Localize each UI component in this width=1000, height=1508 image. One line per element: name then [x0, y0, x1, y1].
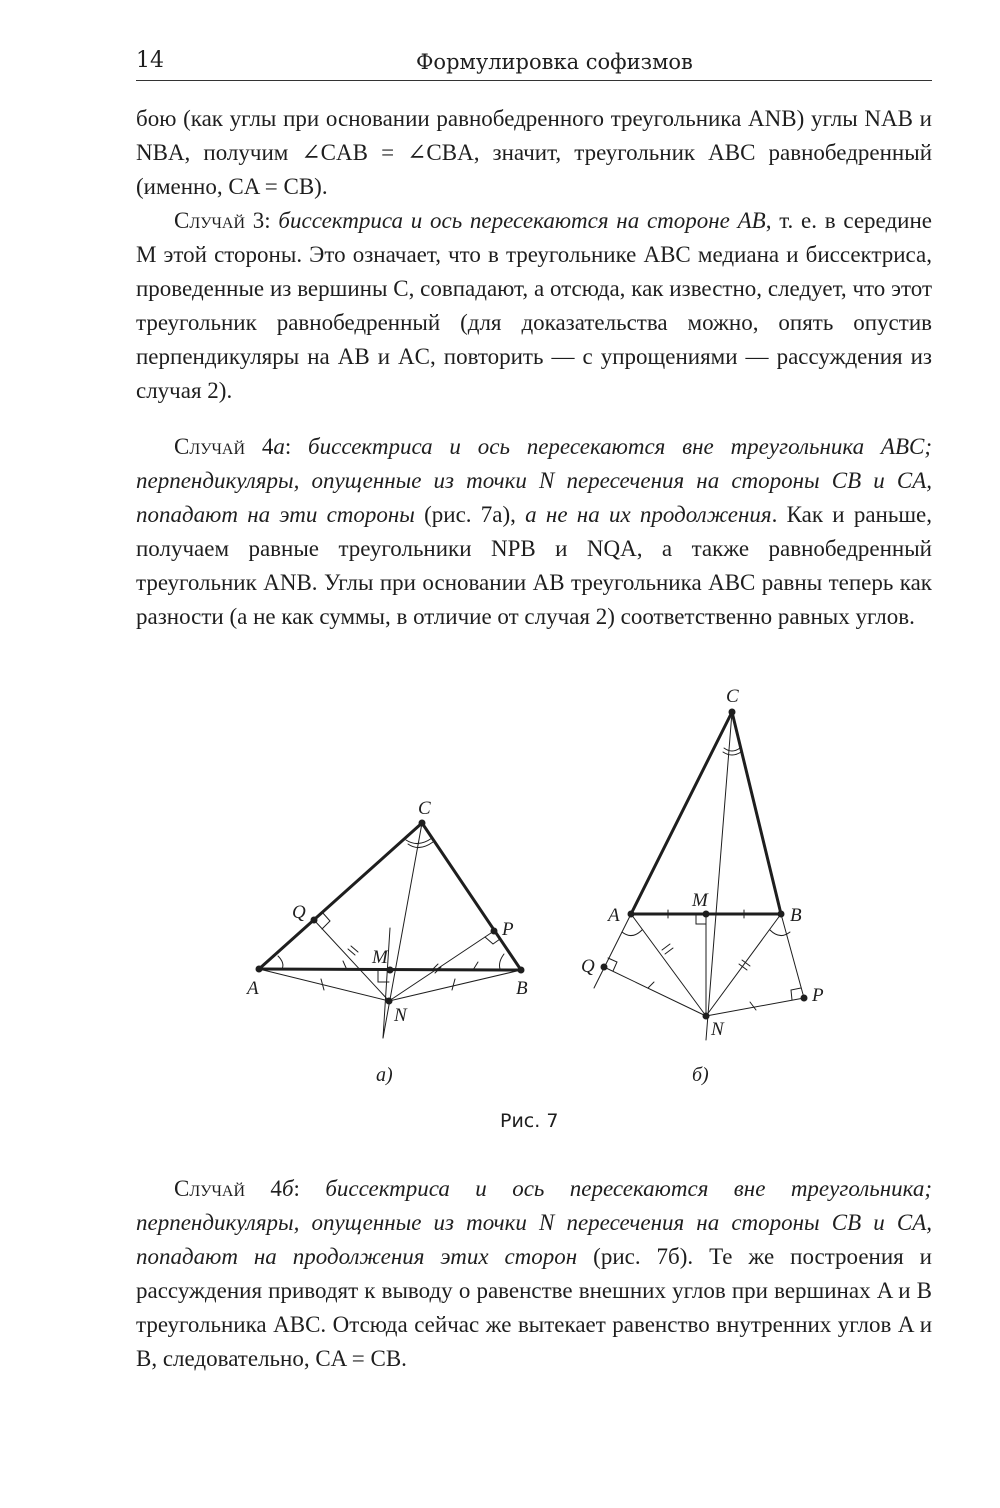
paragraph-case-4b [136, 1172, 932, 1376]
diagram-b-labels [581, 686, 824, 1040]
figure-7 [230, 678, 830, 1132]
case-colon: : [284, 434, 309, 459]
case-subletter: а [273, 434, 285, 459]
side-ca [259, 823, 422, 969]
case-statement: биссектриса и ось пересекаются вне треугольника; перпендикуляры, опущенные из точки N пересечения на стороны CB и CA, попадают на продолжения этих сторон [136, 1176, 932, 1269]
line-qn-b [604, 967, 706, 1016]
case-body: . Как и раньше, получаем равные треугольники NPB и NQA, а также равнобедренный треугольник ANB. Углы при основании AB треугольника ABC равны теперь как разности (а не как суммы, в отличие от случая 2) соответственно равных углов. [136, 502, 932, 629]
angle-arc-a [278, 956, 283, 969]
line-pn-b [706, 998, 804, 1016]
page-number: 14 [136, 48, 164, 73]
side-cb-b [732, 712, 781, 914]
diagram-a [256, 820, 525, 1039]
line-bn-b [706, 914, 781, 1016]
case-subletter: б [281, 1176, 294, 1201]
subfigure-label-a: а) [376, 1064, 393, 1086]
label-b-b: B [790, 905, 802, 926]
case-body: (рис. 7б). Те же построения и рассуждения приводят к выводу о равенстве внешних углов при вершинах A и B треугольника ABC. Отсюда сейчас же вытекает равенство внутренних углов A и B, следовательно, CA = CB. [136, 1244, 932, 1371]
case-number: 4 [245, 1176, 282, 1201]
geometry-diagram [230, 678, 830, 1098]
tick-marks-b [648, 910, 756, 1010]
angle-arc-a-b [622, 930, 642, 936]
label-c-b: C [726, 686, 739, 707]
running-title: Формулировка софизмов [416, 50, 693, 74]
points-b [601, 709, 808, 1020]
case-statement: биссектриса и ось пересекаются вне треугольника ABC; перпендикуляры, опущенные из точки N пересечения на стороны CB и CA, попадают на эти стороны [136, 434, 933, 527]
label-q-b: Q [581, 956, 595, 977]
case-word: Случай [174, 208, 246, 233]
label-q-a: Q [292, 902, 306, 923]
paragraph-case-3 [136, 204, 932, 408]
page-header [136, 46, 932, 81]
label-a-b: A [608, 905, 620, 926]
case-colon: : [293, 1176, 326, 1201]
subfigure-label-b: б) [692, 1064, 709, 1086]
label-p-b: P [812, 985, 824, 1006]
case-number: 4 [245, 434, 274, 459]
paragraph-case-4a [136, 430, 932, 634]
paragraph-1: бою (как углы при основании равнобедренного треугольника ANB) углы NAB и NBA, получим ∠CAB = ∠CBA, значит, треугольник ABC равнобедренный (именно, CA = CB). [136, 106, 932, 199]
right-angle-q [322, 912, 330, 929]
side-cb [422, 823, 521, 970]
case-number: 3: [245, 208, 279, 233]
label-p-a: P [502, 919, 514, 940]
label-m-b: M [692, 890, 708, 911]
case-body: , т. е. в середине M этой стороны. Это означает, что в треугольнике ABC медиана и биссектриса, проведенные из вершины C, совпадают, а отсюда, как известно, следует, что этот треугольник равнобедренный (для доказательства можно, опять опустив перпендикуляры на AB и AC, повторить — с упрощениями — рассуждения из случая 2). [136, 208, 932, 403]
figure-reference: (рис. 7а), [414, 502, 526, 527]
angle-arc-b [500, 954, 505, 969]
right-angle-p-b [791, 988, 801, 1000]
ext-cb-b [781, 914, 804, 998]
case-statement: биссектриса и ось пересекаются на стороне AB [278, 208, 766, 233]
label-b-a: B [516, 978, 528, 999]
line-pn [389, 931, 494, 1001]
diagram-a-labels [245, 798, 528, 1026]
line-an-b [631, 914, 706, 1016]
angle-arc-c2-b [723, 752, 741, 755]
figure-caption: Рис. 7 [500, 1110, 559, 1132]
case-word: Случай [174, 1176, 246, 1201]
angle-arc-c-b [724, 748, 740, 751]
case-word: Случай [174, 434, 246, 459]
line-an [259, 969, 389, 1001]
label-a-a: A [247, 978, 259, 999]
label-n-b: N [711, 1019, 724, 1040]
line-bn [389, 970, 521, 1001]
bisector-c-b [706, 712, 732, 1040]
label-c-a: C [418, 798, 431, 819]
side-ca-b [631, 712, 732, 914]
diagram-b [594, 709, 808, 1041]
label-m-a: M [372, 947, 388, 968]
label-n-a: N [394, 1005, 407, 1026]
case-statement-continued: а не на их продолжения [525, 502, 772, 527]
